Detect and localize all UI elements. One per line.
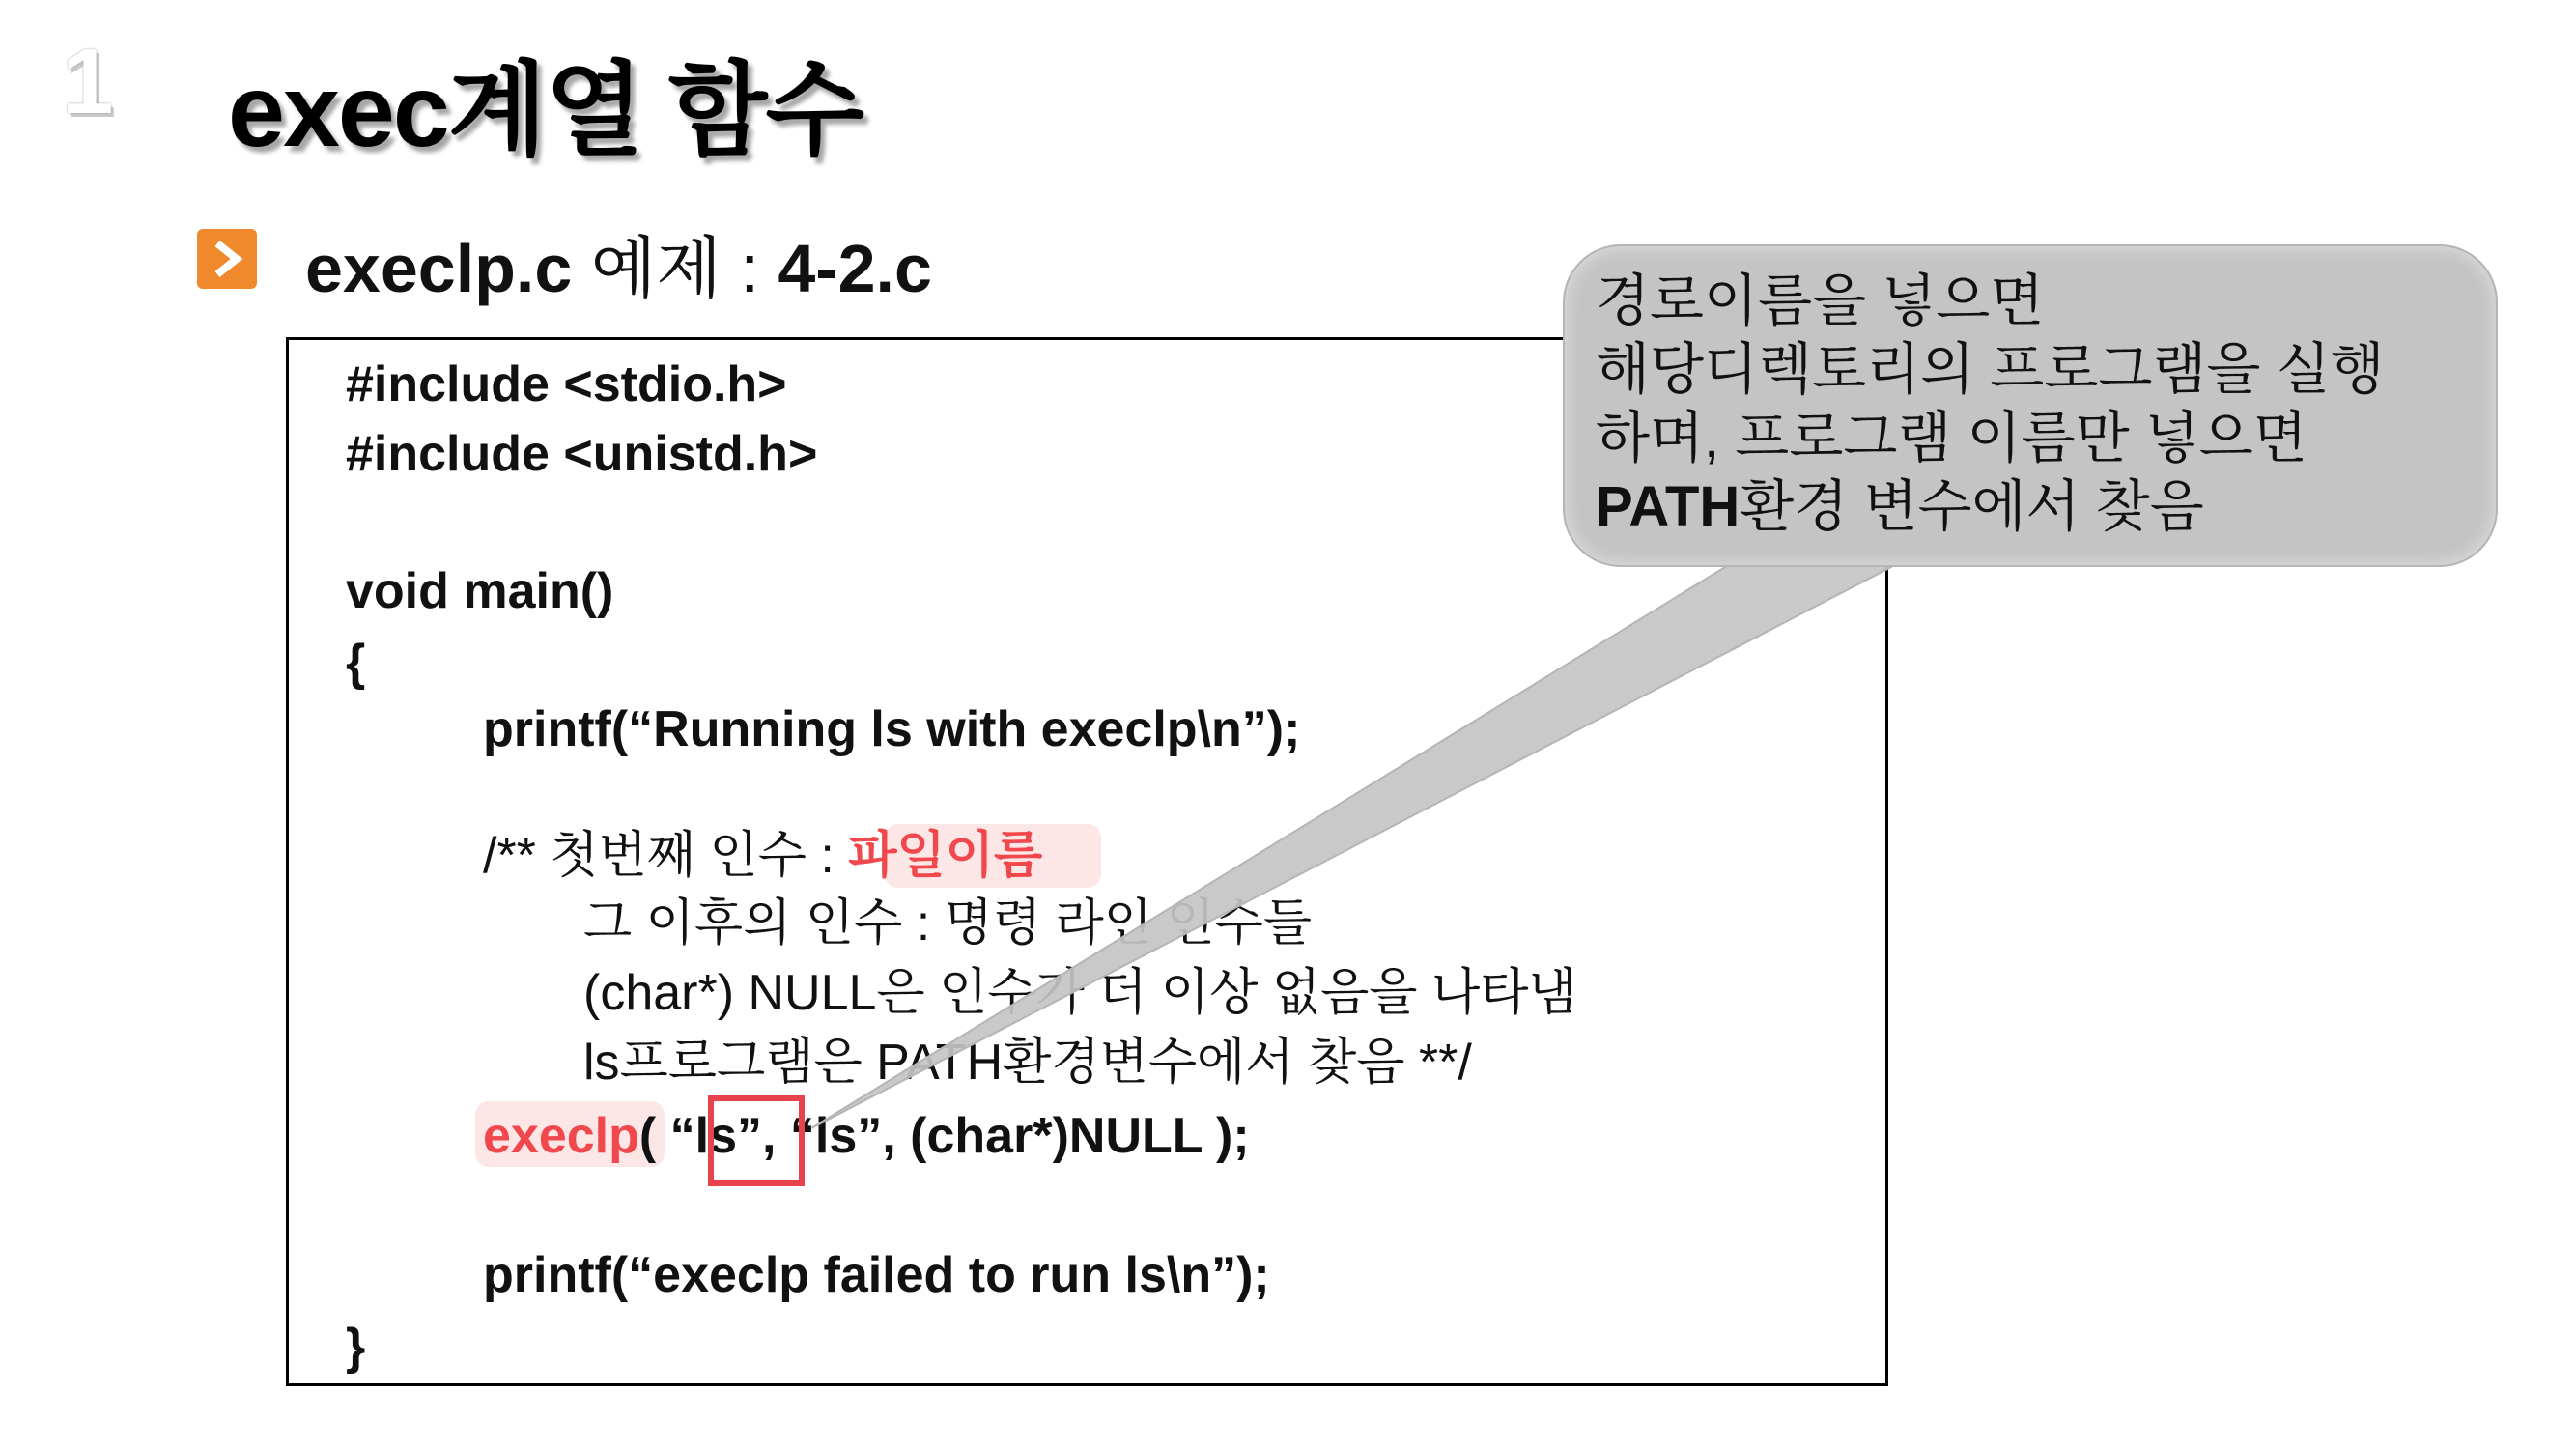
code-line-close-brace: }	[346, 1319, 366, 1375]
code-line-main: void main()	[346, 563, 614, 619]
slide-title: exec계열 함수	[228, 54, 863, 168]
callout-line-4	[1596, 475, 2204, 538]
callout-line-3: 하며, 프로그램 이름만 넣으면	[1596, 407, 2307, 469]
subtitle-filename: execlp.c	[305, 231, 573, 306]
code-line-include-unistd: #include <unistd.h>	[346, 426, 818, 482]
code-line-comment-4: ls프로그램은 PATH환경변수에서 찾음 **/	[583, 1035, 1472, 1091]
callout-line-1: 경로이름을 넣으면	[1596, 270, 2045, 332]
code-line-printf-failed: printf(“execlp failed to run ls\n”);	[483, 1247, 1270, 1303]
code-line-comment-2: 그 이후의 인수 : 명령 라인 인수들	[583, 895, 1313, 952]
code-line-include-stdio: #include <stdio.h>	[346, 356, 787, 412]
code-line-open-brace: {	[346, 635, 366, 691]
callout-line-4-rest: 환경 변수에서 찾음	[1740, 475, 2204, 538]
execlp-function: execlp	[483, 1108, 639, 1164]
comment-1-prefix: /** 첫번째 인수 :	[483, 828, 849, 884]
subtitle-example: 4-2.c	[778, 231, 932, 306]
callout-path-keyword: PATH	[1596, 475, 1741, 538]
comment-1-highlight: 파일이름	[848, 828, 1043, 884]
execlp-arguments: ( “ls”, “ls”, (char*)NULL );	[638, 1108, 1250, 1164]
code-line-printf-running: printf(“Running ls with execlp\n”);	[483, 701, 1301, 757]
code-line-comment-3: (char*) NULL은 인수가 더 이상 없음을 나타냄	[583, 965, 1577, 1021]
subtitle-middle: 예제 :	[572, 231, 778, 306]
callout-line-2: 해당디렉토리의 프로그램을 실행	[1596, 338, 2385, 401]
slide-number: 1	[62, 30, 110, 133]
